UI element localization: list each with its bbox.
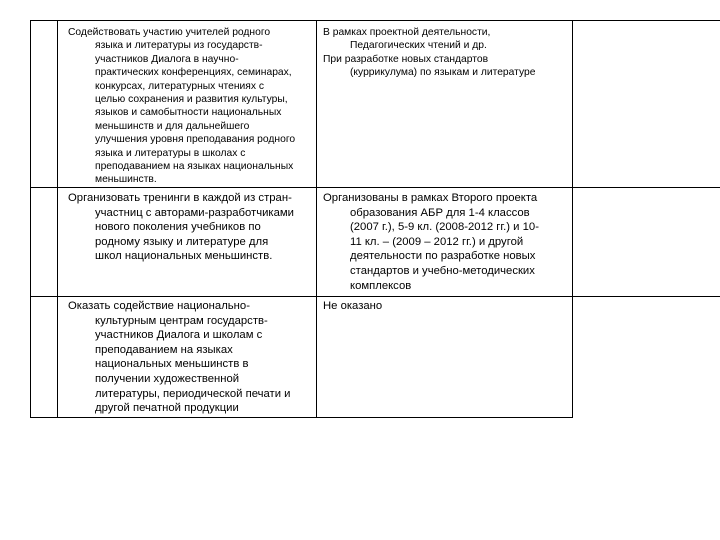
result-line: Организованы в рамках Второго проекта — [323, 192, 538, 204]
task-line: культурным центрам государств- — [95, 314, 268, 327]
task-line: языка и литературы в школах с — [95, 147, 246, 159]
task-line: языков и самобытности национальных — [95, 107, 282, 119]
result-line: (2007 г.), 5-9 кл. (2008-2012 гг.) и 10- — [350, 221, 539, 234]
task-line: Оказать содействие национально- — [68, 300, 250, 312]
task-line: Содействовать участию учителей родного — [68, 27, 271, 38]
col-border — [572, 20, 573, 418]
result-line: деятельности по разработке новых — [350, 250, 536, 263]
result-line: В рамках проектной деятельности, — [323, 27, 491, 38]
row-border — [30, 187, 720, 188]
result-cell — [323, 299, 382, 314]
task-cell — [68, 191, 294, 264]
task-line: участниц с авторами-разработчиками — [95, 206, 294, 219]
task-line: Организовать тренинги в каждой из стран- — [68, 192, 292, 204]
task-line: практических конференциях, семинарах, — [95, 67, 292, 79]
task-line: школ национальных меньшинств. — [95, 250, 273, 263]
result-cell — [323, 191, 539, 293]
task-line: преподаванием на языках национальных — [95, 161, 294, 173]
col-border — [316, 20, 317, 418]
row-border — [30, 417, 573, 418]
result-line: Не оказано — [323, 300, 383, 312]
result-cell — [323, 26, 535, 80]
result-line: комплексов — [350, 279, 412, 292]
task-line: нового поколения учебников по — [95, 221, 261, 234]
result-line: При разработке новых стандартов — [323, 53, 489, 65]
task-line: языка и литературы из государств- — [95, 40, 263, 52]
result-line: образования АБР для 1-4 классов — [350, 206, 530, 219]
task-line: другой печатной продукции — [95, 402, 239, 415]
task-line: участников Диалога в научно- — [95, 53, 239, 65]
row-border — [30, 20, 720, 21]
result-line: 11 кл. – (2009 – 2012 гг.) и другой — [350, 235, 524, 248]
task-line: родному языку и литературе для — [95, 235, 269, 248]
row-border — [30, 296, 720, 297]
task-cell — [68, 299, 290, 416]
task-line: улучшения уровня преподавания родного — [95, 134, 296, 146]
result-line: (куррикулума) по языкам и литературе — [350, 67, 536, 79]
result-line: Педагогических чтений и др. — [350, 40, 487, 52]
task-line: участников Диалога и школам с — [95, 329, 263, 342]
col-border — [57, 20, 58, 418]
task-cell — [68, 26, 295, 187]
task-line: литературы, периодической печати и — [95, 387, 291, 400]
task-line: получении художественной — [95, 372, 240, 385]
col-border — [30, 20, 31, 418]
task-line: конкурсах, литературных чтениях с — [95, 80, 265, 92]
result-line: стандартов и учебно-методических — [350, 264, 535, 277]
task-line: целью сохранения и развития культуры, — [95, 94, 288, 106]
task-line: преподаванием на языках — [95, 343, 233, 356]
task-line: меньшинств и для дальнейшего — [95, 120, 250, 132]
task-line: меньшинств. — [95, 174, 157, 186]
task-line: национальных меньшинств в — [95, 358, 249, 371]
